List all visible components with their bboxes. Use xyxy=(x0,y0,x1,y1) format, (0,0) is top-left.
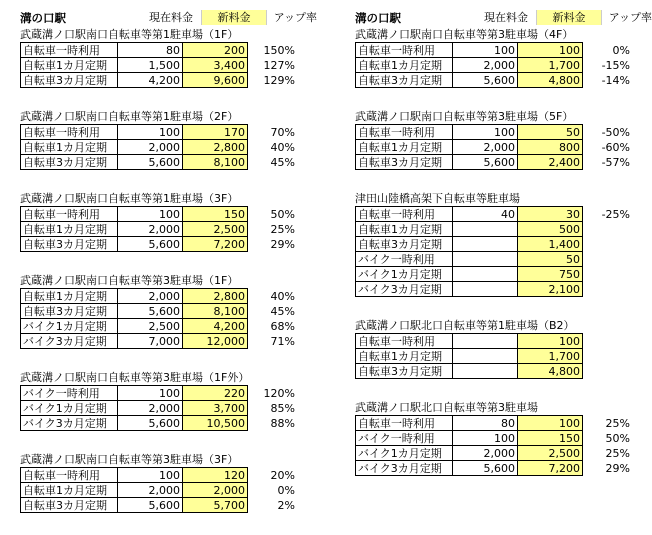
increase-rate-cell: 40% xyxy=(248,289,298,304)
table-row xyxy=(21,222,298,237)
header-current-fee: 現在料金 xyxy=(484,11,528,24)
current-fee-cell: 100 xyxy=(453,43,518,58)
increase-rate-cell xyxy=(583,282,633,297)
row-label: バイク3カ月定期 xyxy=(356,282,453,297)
new-fee-cell: 100 xyxy=(518,334,583,349)
current-fee-cell: 100 xyxy=(118,207,183,222)
current-fee-cell: 2,000 xyxy=(453,446,518,461)
current-fee-cell: 4,200 xyxy=(118,73,183,88)
left-column xyxy=(20,8,317,535)
table-row xyxy=(356,43,633,58)
row-label: 自転車1カ月定期 xyxy=(21,222,118,237)
table-row xyxy=(356,58,633,73)
increase-rate-cell xyxy=(583,364,633,379)
row-label: バイク一時利用 xyxy=(356,252,453,267)
new-fee-cell: 10,500 xyxy=(183,416,248,431)
station-title: 溝の口駅 xyxy=(20,11,66,25)
row-label: バイク1カ月定期 xyxy=(356,446,453,461)
parking-section xyxy=(20,274,296,349)
section-title: 武蔵溝ノ口駅南口自転車等第3駐車場（3F） xyxy=(20,453,239,466)
table-row xyxy=(356,446,633,461)
header-new-fee: 新料金 xyxy=(536,10,602,25)
row-label: 自転車1カ月定期 xyxy=(356,140,453,155)
section-title: 武蔵溝ノ口駅南口自転車等第1駐車場（2F） xyxy=(20,110,239,123)
new-fee-cell: 7,200 xyxy=(518,461,583,476)
row-label: 自転車一時利用 xyxy=(21,468,118,483)
increase-rate-cell: -50% xyxy=(583,125,633,140)
table-row xyxy=(356,125,633,140)
parking-section xyxy=(20,110,296,170)
increase-rate-cell: -25% xyxy=(583,207,633,222)
increase-rate-cell: 2% xyxy=(248,498,298,513)
row-label: 自転車一時利用 xyxy=(21,43,118,58)
current-fee-cell: 5,600 xyxy=(118,416,183,431)
table-row xyxy=(21,58,298,73)
parking-section xyxy=(20,192,296,252)
right-column xyxy=(355,8,652,498)
new-fee-cell: 2,100 xyxy=(518,282,583,297)
row-label: 自転車1カ月定期 xyxy=(21,140,118,155)
row-label: 自転車3カ月定期 xyxy=(21,73,118,88)
increase-rate-cell: -57% xyxy=(583,155,633,170)
fee-table xyxy=(355,206,632,297)
increase-rate-cell: 68% xyxy=(248,319,298,334)
row-label: バイク一時利用 xyxy=(356,431,453,446)
new-fee-cell: 220 xyxy=(183,386,248,401)
header-increase-rate: アップ率 xyxy=(273,11,317,24)
current-fee-cell xyxy=(453,252,518,267)
increase-rate-cell: -15% xyxy=(583,58,633,73)
new-fee-cell: 170 xyxy=(183,125,248,140)
new-fee-cell: 100 xyxy=(518,43,583,58)
new-fee-cell: 1,700 xyxy=(518,349,583,364)
station-title: 溝の口駅 xyxy=(355,11,401,25)
section-title: 武蔵溝ノ口駅北口自転車等第3駐車場 xyxy=(355,401,538,414)
current-fee-cell: 5,600 xyxy=(118,304,183,319)
current-fee-cell: 5,600 xyxy=(118,237,183,252)
row-label: 自転車1カ月定期 xyxy=(356,349,453,364)
table-row xyxy=(21,73,298,88)
fee-table xyxy=(355,124,632,170)
current-fee-cell: 2,000 xyxy=(118,222,183,237)
new-fee-cell: 9,600 xyxy=(183,73,248,88)
table-row xyxy=(21,304,298,319)
current-fee-cell xyxy=(453,334,518,349)
new-fee-cell: 500 xyxy=(518,222,583,237)
new-fee-cell: 12,000 xyxy=(183,334,248,349)
current-fee-cell xyxy=(453,282,518,297)
increase-rate-cell xyxy=(583,334,633,349)
new-fee-cell: 200 xyxy=(183,43,248,58)
table-row xyxy=(356,282,633,297)
increase-rate-cell xyxy=(583,237,633,252)
parking-section xyxy=(355,401,631,476)
current-fee-cell: 80 xyxy=(118,43,183,58)
increase-rate-cell: 150% xyxy=(248,43,298,58)
section-title: 武蔵溝ノ口駅南口自転車等第3駐車場（4F） xyxy=(355,28,574,41)
row-label: バイク3カ月定期 xyxy=(356,461,453,476)
table-row xyxy=(21,498,298,513)
new-fee-cell: 2,800 xyxy=(183,289,248,304)
table-row xyxy=(21,43,298,58)
fee-table xyxy=(20,42,297,88)
table-row xyxy=(21,386,298,401)
section-title: 武蔵溝ノ口駅北口自転車等第1駐車場（B2） xyxy=(355,319,575,332)
current-fee-cell: 2,000 xyxy=(118,140,183,155)
increase-rate-cell: 71% xyxy=(248,334,298,349)
parking-section xyxy=(20,453,296,513)
new-fee-cell: 4,200 xyxy=(183,319,248,334)
new-fee-cell: 750 xyxy=(518,267,583,282)
current-fee-cell: 5,600 xyxy=(453,461,518,476)
row-label: バイク1カ月定期 xyxy=(356,267,453,282)
table-row xyxy=(356,155,633,170)
row-label: 自転車1カ月定期 xyxy=(356,222,453,237)
current-fee-cell: 100 xyxy=(118,386,183,401)
current-fee-cell xyxy=(453,267,518,282)
row-label: 自転車一時利用 xyxy=(21,125,118,140)
fee-table xyxy=(20,288,297,349)
new-fee-cell: 4,800 xyxy=(518,364,583,379)
increase-rate-cell xyxy=(583,267,633,282)
new-fee-cell: 50 xyxy=(518,252,583,267)
current-fee-cell xyxy=(453,349,518,364)
table-row xyxy=(356,207,633,222)
row-label: 自転車3カ月定期 xyxy=(21,498,118,513)
current-fee-cell: 5,600 xyxy=(118,155,183,170)
table-row xyxy=(356,334,633,349)
increase-rate-cell: 85% xyxy=(248,401,298,416)
section-title: 武蔵溝ノ口駅南口自転車等第1駐車場（3F） xyxy=(20,192,239,205)
section-title: 武蔵溝ノ口駅南口自転車等第3駐車場（5F） xyxy=(355,110,574,123)
new-fee-cell: 2,500 xyxy=(183,222,248,237)
row-label: 自転車一時利用 xyxy=(356,43,453,58)
increase-rate-cell: 0% xyxy=(583,43,633,58)
fee-table xyxy=(20,206,297,252)
row-label: 自転車1カ月定期 xyxy=(356,58,453,73)
new-fee-cell: 7,200 xyxy=(183,237,248,252)
table-row xyxy=(356,252,633,267)
increase-rate-cell: 0% xyxy=(248,483,298,498)
current-fee-cell xyxy=(453,237,518,252)
row-label: 自転車一時利用 xyxy=(356,334,453,349)
current-fee-cell xyxy=(453,222,518,237)
new-fee-cell: 30 xyxy=(518,207,583,222)
increase-rate-cell: 120% xyxy=(248,386,298,401)
table-row xyxy=(21,319,298,334)
table-row xyxy=(21,483,298,498)
section-title: 武蔵溝ノ口駅南口自転車等第1駐車場（1F） xyxy=(20,28,239,41)
increase-rate-cell: -14% xyxy=(583,73,633,88)
table-row xyxy=(356,431,633,446)
current-fee-cell: 100 xyxy=(118,468,183,483)
row-label: 自転車1カ月定期 xyxy=(21,289,118,304)
section-title: 武蔵溝ノ口駅南口自転車等第3駐車場（1F外） xyxy=(20,371,250,384)
new-fee-cell: 4,800 xyxy=(518,73,583,88)
current-fee-cell: 7,000 xyxy=(118,334,183,349)
new-fee-cell: 100 xyxy=(518,416,583,431)
current-fee-cell: 80 xyxy=(453,416,518,431)
increase-rate-cell: 40% xyxy=(248,140,298,155)
increase-rate-cell xyxy=(583,349,633,364)
section-title: 武蔵溝ノ口駅南口自転車等第3駐車場（1F） xyxy=(20,274,239,287)
table-row xyxy=(356,267,633,282)
parking-section xyxy=(355,110,631,170)
row-label: バイク3カ月定期 xyxy=(21,416,118,431)
row-label: 自転車3カ月定期 xyxy=(21,304,118,319)
increase-rate-cell: 25% xyxy=(583,416,633,431)
current-fee-cell: 5,600 xyxy=(453,155,518,170)
current-fee-cell: 2,000 xyxy=(118,483,183,498)
new-fee-cell: 2,800 xyxy=(183,140,248,155)
increase-rate-cell: 50% xyxy=(583,431,633,446)
table-row xyxy=(356,73,633,88)
increase-rate-cell: 50% xyxy=(248,207,298,222)
current-fee-cell: 1,500 xyxy=(118,58,183,73)
header-increase-rate: アップ率 xyxy=(608,11,652,24)
new-fee-cell: 120 xyxy=(183,468,248,483)
increase-rate-cell: 70% xyxy=(248,125,298,140)
row-label: 自転車3カ月定期 xyxy=(21,237,118,252)
new-fee-cell: 150 xyxy=(183,207,248,222)
increase-rate-cell: 25% xyxy=(583,446,633,461)
table-row xyxy=(356,461,633,476)
parking-section xyxy=(20,371,296,431)
table-row xyxy=(21,416,298,431)
parking-section xyxy=(355,192,631,297)
new-fee-cell: 3,400 xyxy=(183,58,248,73)
current-fee-cell: 2,500 xyxy=(118,319,183,334)
table-row xyxy=(21,140,298,155)
parking-section xyxy=(355,28,631,88)
increase-rate-cell: 88% xyxy=(248,416,298,431)
row-label: 自転車3カ月定期 xyxy=(356,73,453,88)
table-row xyxy=(21,155,298,170)
increase-rate-cell: 25% xyxy=(248,222,298,237)
new-fee-cell: 1,400 xyxy=(518,237,583,252)
row-label: 自転車3カ月定期 xyxy=(356,237,453,252)
fee-table xyxy=(20,385,297,431)
table-row xyxy=(356,237,633,252)
new-fee-cell: 8,100 xyxy=(183,304,248,319)
table-row xyxy=(21,207,298,222)
increase-rate-cell: -60% xyxy=(583,140,633,155)
fee-table xyxy=(355,42,632,88)
section-title: 津田山陸橋高架下自転車等駐車場 xyxy=(355,192,520,205)
row-label: 自転車3カ月定期 xyxy=(356,155,453,170)
row-label: 自転車一時利用 xyxy=(356,125,453,140)
current-fee-cell: 5,600 xyxy=(453,73,518,88)
current-fee-cell xyxy=(453,364,518,379)
row-label: バイク1カ月定期 xyxy=(21,401,118,416)
row-label: 自転車1カ月定期 xyxy=(21,58,118,73)
fee-table xyxy=(20,467,297,513)
table-row xyxy=(21,401,298,416)
table-row xyxy=(21,237,298,252)
increase-rate-cell: 29% xyxy=(248,237,298,252)
new-fee-cell: 2,400 xyxy=(518,155,583,170)
fee-table xyxy=(355,333,632,379)
column-header xyxy=(20,8,317,26)
row-label: 自転車一時利用 xyxy=(356,416,453,431)
fee-table xyxy=(20,124,297,170)
increase-rate-cell: 45% xyxy=(248,155,298,170)
increase-rate-cell: 129% xyxy=(248,73,298,88)
row-label: バイク3カ月定期 xyxy=(21,334,118,349)
table-row xyxy=(21,125,298,140)
current-fee-cell: 100 xyxy=(118,125,183,140)
current-fee-cell: 100 xyxy=(453,125,518,140)
increase-rate-cell: 29% xyxy=(583,461,633,476)
parking-section xyxy=(20,28,296,88)
current-fee-cell: 2,000 xyxy=(453,58,518,73)
row-label: 自転車1カ月定期 xyxy=(21,483,118,498)
row-label: バイク一時利用 xyxy=(21,386,118,401)
fee-table xyxy=(355,415,632,476)
new-fee-cell: 5,700 xyxy=(183,498,248,513)
increase-rate-cell: 20% xyxy=(248,468,298,483)
increase-rate-cell xyxy=(583,252,633,267)
table-row xyxy=(356,222,633,237)
new-fee-cell: 3,700 xyxy=(183,401,248,416)
row-label: 自転車一時利用 xyxy=(21,207,118,222)
row-label: バイク1カ月定期 xyxy=(21,319,118,334)
new-fee-cell: 50 xyxy=(518,125,583,140)
table-row xyxy=(356,349,633,364)
current-fee-cell: 5,600 xyxy=(118,498,183,513)
current-fee-cell: 2,000 xyxy=(453,140,518,155)
table-row xyxy=(21,468,298,483)
header-current-fee: 現在料金 xyxy=(149,11,193,24)
parking-section xyxy=(355,319,631,379)
increase-rate-cell: 127% xyxy=(248,58,298,73)
row-label: 自転車3カ月定期 xyxy=(356,364,453,379)
new-fee-cell: 800 xyxy=(518,140,583,155)
row-label: 自転車一時利用 xyxy=(356,207,453,222)
new-fee-cell: 8,100 xyxy=(183,155,248,170)
current-fee-cell: 2,000 xyxy=(118,401,183,416)
new-fee-cell: 2,000 xyxy=(183,483,248,498)
column-header xyxy=(355,8,652,26)
header-new-fee: 新料金 xyxy=(201,10,267,25)
new-fee-cell: 150 xyxy=(518,431,583,446)
current-fee-cell: 40 xyxy=(453,207,518,222)
increase-rate-cell: 45% xyxy=(248,304,298,319)
table-row xyxy=(356,416,633,431)
new-fee-cell: 1,700 xyxy=(518,58,583,73)
table-row xyxy=(356,140,633,155)
table-row xyxy=(356,364,633,379)
new-fee-cell: 2,500 xyxy=(518,446,583,461)
current-fee-cell: 100 xyxy=(453,431,518,446)
increase-rate-cell xyxy=(583,222,633,237)
table-row xyxy=(21,334,298,349)
row-label: 自転車3カ月定期 xyxy=(21,155,118,170)
table-row xyxy=(21,289,298,304)
current-fee-cell: 2,000 xyxy=(118,289,183,304)
